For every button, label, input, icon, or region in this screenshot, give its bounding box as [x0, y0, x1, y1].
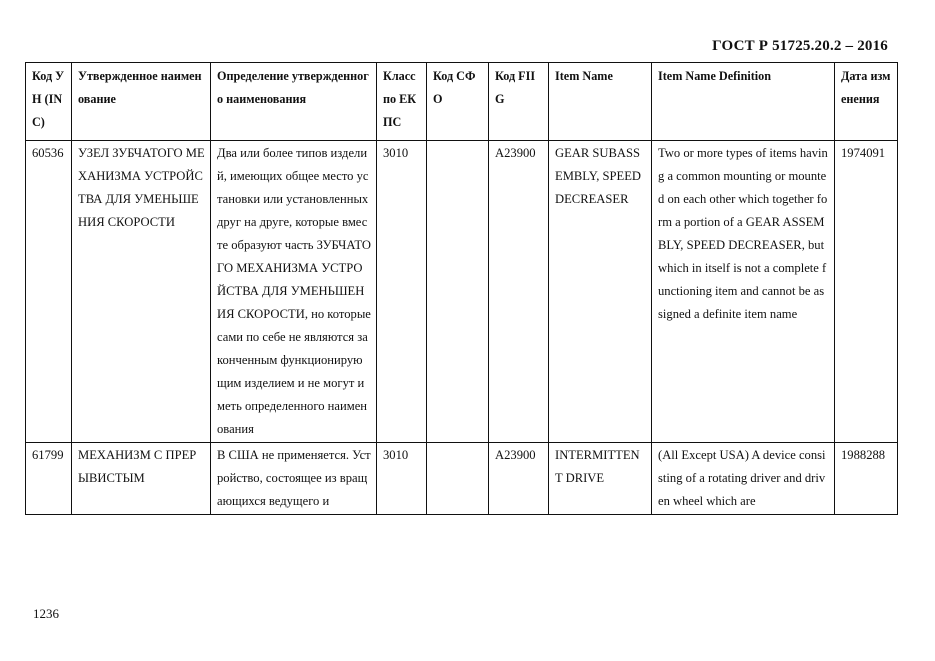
standard-designation: ГОСТ Р 51725.20.2 – 2016	[712, 38, 888, 54]
cell-fiig: A23900	[489, 443, 549, 515]
cell-item-definition: (All Except USA) A device consisting of a rotating driver and driven wheel which are	[652, 443, 835, 515]
col-header-class: Класс по ЕКПС	[377, 63, 427, 141]
classification-table	[25, 62, 898, 515]
cell-inc: 60536	[26, 141, 72, 443]
cell-approved-name: МЕХАНИЗМ С ПРЕРЫВИСТЫМ	[72, 443, 211, 515]
cell-inc: 61799	[26, 443, 72, 515]
table-row	[26, 443, 898, 515]
cell-item-name: GEAR SUBASSEMBLY, SPEED DECREASER	[549, 141, 652, 443]
cell-sfo	[427, 141, 489, 443]
cell-definition: Два или более типов изделий, имеющих общее место установки или установленных друг на друге, которые вместе образуют часть ЗУБЧАТОГО МЕХАНИЗМА УСТРОЙСТВА ДЛЯ УМЕНЬШЕНИЯ СКОРОСТИ, но которые сами по себе не являются законченным функционирующим изделием и не могут иметь определенного наименования	[211, 141, 377, 443]
page-number: 1236	[33, 606, 59, 621]
col-header-item-name: Item Name	[549, 63, 652, 141]
table-header-row	[26, 63, 898, 141]
cell-fiig: A23900	[489, 141, 549, 443]
col-header-inc: Код УН (INC)	[26, 63, 72, 141]
cell-item-name: INTERMITTENT DRIVE	[549, 443, 652, 515]
cell-class: 3010	[377, 141, 427, 443]
cell-approved-name: УЗЕЛ ЗУБЧАТОГО МЕХАНИЗМА УСТРОЙСТВА ДЛЯ УМЕНЬШЕНИЯ СКОРОСТИ	[72, 141, 211, 443]
cell-definition: В США не применяется. Устройство, состоящее из вращающихся ведущего и	[211, 443, 377, 515]
cell-class: 3010	[377, 443, 427, 515]
col-header-sfo: Код СФО	[427, 63, 489, 141]
col-header-definition: Определение утвержденного наименования	[211, 63, 377, 141]
cell-item-definition: Two or more types of items having a common mounting or mounted on each other which together form a portion of a GEAR ASSEMBLY, SPEED DECREASER, but which in itself is not a complete functioning item and cannot be assigned a definite item name	[652, 141, 835, 443]
col-header-approved-name: Утвержденное наименование	[72, 63, 211, 141]
cell-date: 1988288	[835, 443, 898, 515]
table-row	[26, 141, 898, 443]
cell-date: 1974091	[835, 141, 898, 443]
cell-sfo	[427, 443, 489, 515]
col-header-date: Дата изменения	[835, 63, 898, 141]
col-header-fiig: Код FIIG	[489, 63, 549, 141]
col-header-item-definition: Item Name Definition	[652, 63, 835, 141]
